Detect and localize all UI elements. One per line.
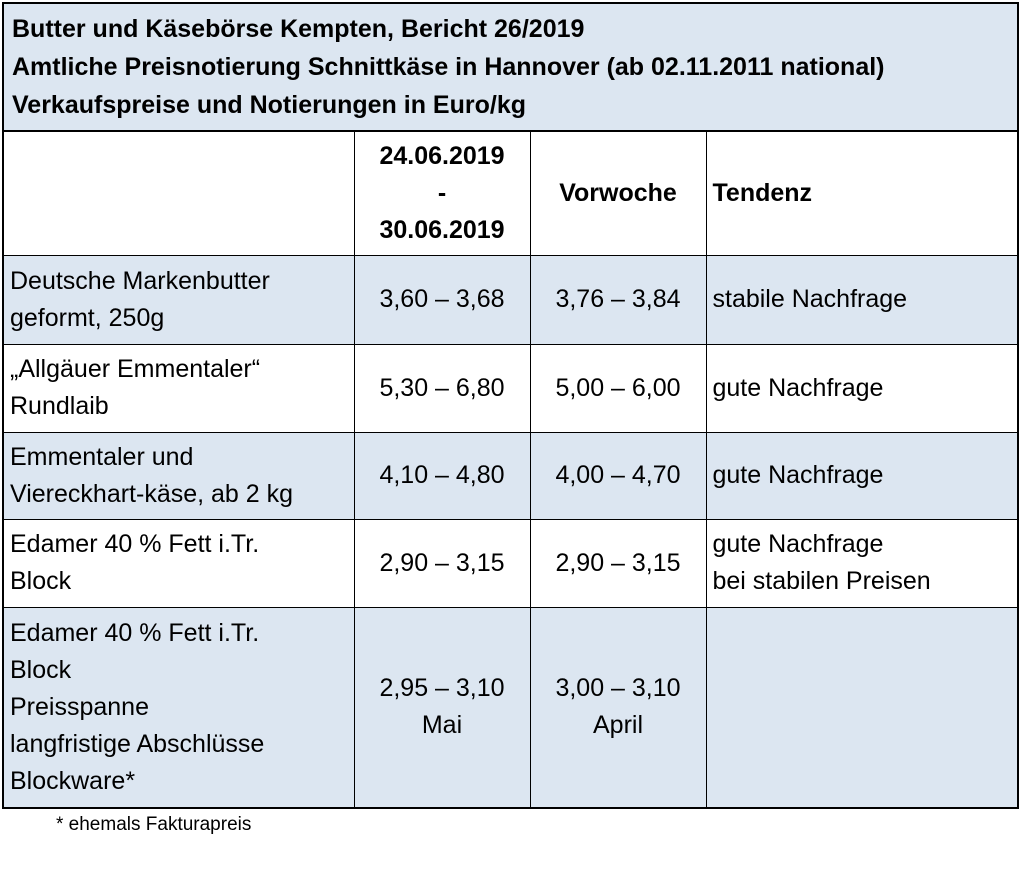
table-row bbox=[4, 607, 1017, 807]
previous-price: 3,76 – 3,84 bbox=[530, 255, 706, 344]
product-label: Edamer 40 % Fett i.Tr. Block Preisspanne langfristige Abschlüsse Blockware* bbox=[4, 607, 354, 807]
current-price: 2,90 – 3,15 bbox=[354, 519, 530, 607]
trend-column-header: Tendenz bbox=[706, 132, 1017, 255]
product-label: Edamer 40 % Fett i.Tr. Block bbox=[4, 519, 354, 607]
previous-price: 2,90 – 3,15 bbox=[530, 519, 706, 607]
table-header-row bbox=[4, 132, 1017, 255]
trend-text: gute Nachfrage bei stabilen Preisen bbox=[706, 519, 1017, 607]
price-table bbox=[4, 132, 1017, 807]
previous-price-month: April bbox=[592, 711, 643, 740]
period-column-header bbox=[354, 132, 530, 255]
period-start: 24.06.2019 bbox=[379, 141, 505, 170]
report-title: Butter und Käsebörse Kempten, Bericht 26/2019 bbox=[12, 15, 585, 43]
previous-price: 3,00 – 3,10 April bbox=[530, 607, 706, 807]
report-subtitle: Amtliche Preisnotierung Schnittkäse in Hannover (ab 02.11.2011 national) bbox=[12, 53, 885, 81]
previous-price: 5,00 – 6,00 bbox=[530, 344, 706, 432]
table-row bbox=[4, 432, 1017, 519]
current-price: 4,10 – 4,80 bbox=[354, 432, 530, 519]
current-price: 5,30 – 6,80 bbox=[354, 344, 530, 432]
period-separator: - bbox=[437, 178, 447, 207]
product-column-header bbox=[4, 132, 354, 255]
trend-text bbox=[706, 607, 1017, 807]
current-price-month: Mai bbox=[421, 711, 463, 740]
product-label: „Allgäuer Emmentaler“ Rundlaib bbox=[4, 344, 354, 432]
current-price: 3,60 – 3,68 bbox=[354, 255, 530, 344]
table-row bbox=[4, 344, 1017, 432]
period-end: 30.06.2019 bbox=[379, 215, 505, 244]
trend-text: stabile Nachfrage bbox=[706, 255, 1017, 344]
current-price: 2,95 – 3,10 Mai bbox=[354, 607, 530, 807]
previous-price: 4,00 – 4,70 bbox=[530, 432, 706, 519]
trend-text: gute Nachfrage bbox=[706, 344, 1017, 432]
trend-text: gute Nachfrage bbox=[706, 432, 1017, 519]
report-header bbox=[4, 4, 1017, 132]
footnote: * ehemals Fakturapreis bbox=[56, 814, 252, 835]
product-label: Deutsche Markenbutter geformt, 250g bbox=[4, 255, 354, 344]
price-report bbox=[2, 2, 1019, 809]
table-row bbox=[4, 255, 1017, 344]
previous-week-column-header: Vorwoche bbox=[530, 132, 706, 255]
report-units: Verkaufspreise und Notierungen in Euro/kg bbox=[12, 91, 526, 119]
product-label: Emmentaler und Viereckhart-käse, ab 2 kg bbox=[4, 432, 354, 519]
table-row bbox=[4, 519, 1017, 607]
